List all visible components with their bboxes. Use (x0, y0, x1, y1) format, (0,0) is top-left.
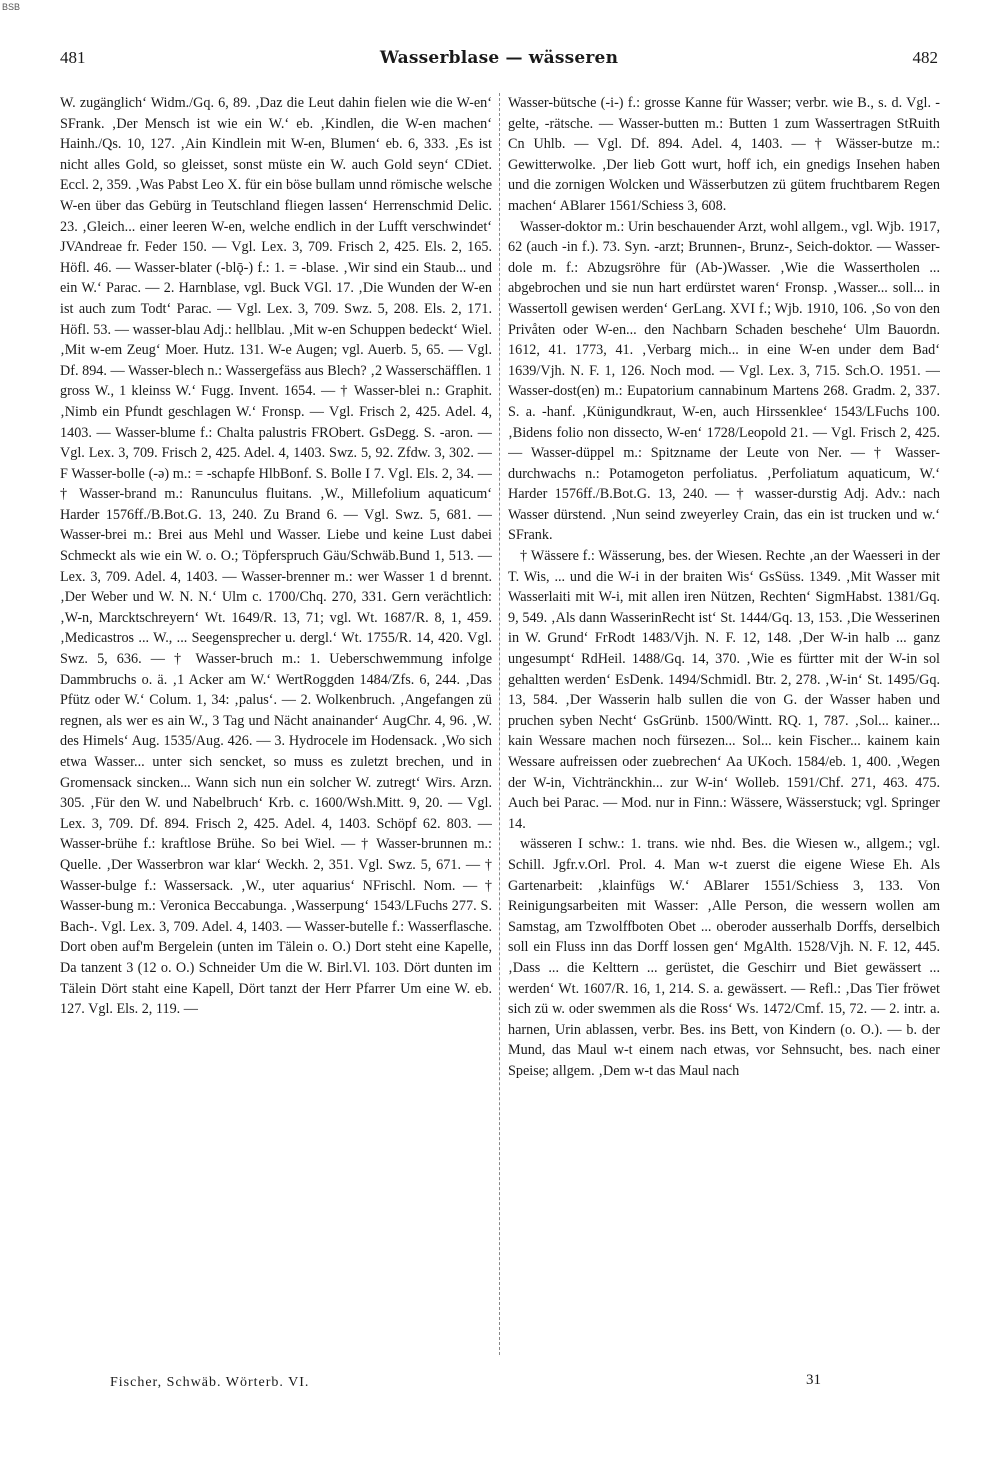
library-stamp: BSB (2, 2, 21, 12)
page-header (60, 48, 938, 72)
page-number-right: 482 (912, 48, 938, 67)
page-number-left: 481 (60, 48, 86, 67)
entry-paragraph: † Wässere f.: Wässerung, bes. der Wiesen. Rechte ‚an der Waesseri in der T. Wis, ... und die W-i in der braiten Wis‘ GsSüss. 1349. ‚Mit Wasser mit Wasserlaiti mit W-i, mit allen iren Nützen, Rechten‘ SigmHabst. 1381/Gq. 9, 549. ‚Als dann WasserinRecht ist‘ St. 1444/Gq. 13, 153. ‚Die Wesserinen in W. Grund‘ FrRodt 1483/Vjh. N. F. 12, 148. ‚Der W-in halb ... ganz ungesumpt‘ RdHeil. 1488/Gq. 14, 370. ‚Wie es fürtter mit der W-in sol gehaltten werden‘ EsDenk. 1494/Schmidl. Btr. 2, 278. ‚W-in‘ St. 1495/Gq. 13, 584. ‚Der Wasserin halb sullen die von G. der Wasser haben und pruchen syben Necht‘ GsGrünb. 1500/Wintt. RQ. 1, 787. ‚Sol... kainer... kain Wessare machen noch fürsezen... Sol... kein Fischer... kainem kain Wessare aufreissen oder zuebrechen‘ Aa UKoch. 1584/eb. 1, 400. ‚Wegen der W-in, Vichtränckhin... zur W-in‘ Wolleb. 1591/Chf. 271, 463. 475. Auch bei Parac. — Mod. nur in Finn.: Wässere, Wässerstuck; vgl. Springer 14. (508, 548, 940, 832)
signature-mark: 31 (806, 1372, 821, 1388)
left-column (60, 93, 492, 1355)
right-column (508, 93, 940, 1355)
running-title: Wasserblase — wässeren (379, 48, 619, 68)
column-divider (499, 93, 500, 1355)
entry-paragraph: Wasser-doktor m.: Urin beschauender Arzt, wohl allgem., vgl. Wjb. 1917, 62 (auch -in f.). 73. Syn. -arzt; Brunnen-, Brunz-, Seich-doktor. — Wasser-dole m. f.: Abzugsröhre für (Ab-)Wasser. ‚Wie die Wassertholen ... abgebrochen und sie nun hart erdürstet waren‘ Fronsp. ‚Wasser... soll... in Wassertoll gewisen werden‘ GerLang. XVI f.; Wjb. 1910, 106. ‚So von den Privåten oder W-en... den Nachbarn Schaden beschehe‘ Ulm Bauordn. 1612, 41. 1773, 41. ‚Verbarg mich... in eine W-en under dem Bad‘ 1639/Vjh. N. F. 1, 126. Noch mod. — Vgl. Lex. 3, 715. Sch.O. 1951. — Wasser-dost(en) m.: Eupatorium cannabinum Martens 268. Gradm. 2, 337. S. a. -hanf. ‚Künigundkraut, W-en, auch Hirssenklee‘ 1543/LFuchs 100. ‚Bidens folio non dissecto, W-en‘ 1728/Leopold 21. — Vgl. Frisch 2, 425. — Wasser-düppel m.: Spitzname der Leute von Ner. — † Wasser-durchwachs n.: Potamogeton perfoliatus. ‚Perfoliatum aquaticum, W.‘ Harder 1576ff./B.Bot.G. 13, 240. — † wasser-durstig Adj. Adv.: nach Wasser dürstend. ‚Nun seind zweyerley Crain, das ein ist trucken und w.‘ SFrank. (508, 218, 940, 544)
entry-paragraph: wässeren I schw.: 1. trans. wie nhd. Bes. die Wiesen w., allgem.; vgl. Schill. Jgfr.v.Orl. Prol. 4. Man w-t zuerst die eigene Wiese Eh. Als Gartenarbeit: ‚klainfügs W.‘ ABlarer 1551/Schiess 3, 133. Von Reinigungsarbeiten mit Wasser: ‚Alle Person, die wessern wollen am Samstag, am Tzwolffboten Obet ... oberoder ausserhalb Dorffs, derselbich soll ein Fluss inn das Dorff lossen gen‘ MgAlth. 1528/Vjh. N. F. 12, 445. ‚Dass ... die Kelttern ... gerüstet, die Geschirr und Biet gewässert ... werden‘ Wt. 1607/R. 16, 1, 214. S. a. gewässert. — Refl.: ‚Das Tier fröwet sich zü w. oder swemmen als die Ross‘ Ws. 1472/Cmf. 15, 72. — 2. intr. a. harnen, Urin ablassen, verbr. Bes. ins Bett, von Kindern (o. O.). — b. der Mund, das Maul w-t einem nach etwas, vor Sehnsucht, bes. nach einer Speise; allgem. ‚Dem w-t das Maul nach (508, 836, 940, 1079)
entry-paragraph: Wasser-bütsche (-i-) f.: grosse Kanne für Wasser; verbr. wie B., s. d. Vgl. -gelte, -rätsche. — Wasser-butten m.: Butten 1 zum Wassertragen StRuith Cn Uhlb. — Vgl. Df. 894. Adel. 4, 1403. — † Wässer-butze m.: Gewitterwolke. ‚Der lieb Gott wurt, hoff ich, ein gnedigs Insehen haben und die zornigen Wolcken und Wässerbutzen zü gütem fruchtbarem Regen machen‘ ABlarer 1561/Schiess 3, 608. (508, 95, 940, 214)
entry-paragraph: W. zugänglich‘ Widm./Gq. 6, 89. ‚Daz die Leut dahin fielen wie die W-en‘ SFrank. ‚Der Mensch ist wie ein W.‘ eb. ‚Kindlen, die W-en machen‘ Hainh./Qs. 10, 127. ‚Ain Kindlein mit W-en, Blumen‘ eb. 6, 333. ‚Es ist nicht alles Gold, so gleisset, sonst müste ein W. auch Gold seyn‘ CDiet. Eccl. 2, 359. ‚Was Pabst Leo X. für ein böse bullam unnd römische welsche W-en über das Gebürg in Teutschland fliegen lassen‘ Herrenschmid Delic. 23. ‚Gleich... einer leeren W-en, welche endlich in der Lufft verschwindet‘ JVAndreae fr. Feder 150. — Vgl. Lex. 3, 709. Frisch 2, 425. Els. 2, 165. Höfl. 46. — Wasser-blater (-blǭ-) f.: 1. = -blase. ‚Wir sind ein Staub... und ein W.‘ Parac. — 2. Harnblase, vgl. Buck VGl. 17. ‚Die Wunden der W-en ist auch zum Todt‘ Parac. — Vgl. Lex. 3, 709. Swz. 5, 208. Els. 2, 171. Höfl. 53. — wasser-blau Adj.: hellblau. ‚Mit w-en Schuppen bedeckt‘ Wiel. ‚Mit w-em Zeug‘ Moer. Hutz. 131. W-e Augen; vgl. Auerb. 5, 65. — Vgl. Df. 894. — Wasser-blech n.: Wassergefäss aus Blech? ‚2 Wasserschäfflen. 1 gross W., 1 kleinss W.‘ Fugg. Invent. 1654. — † Wasser-blei n.: Graphit. ‚Nimb ein Pfundt geschlagen W.‘ Fronsp. — Vgl. Frisch 2, 425. Adel. 4, 1403. — Wasser-blume f.: Chalta palustris FRObert. GsDegg. S. -aron. — Vgl. Lex. 3, 709. Frisch 2, 425. Adel. 4, 1403. Swz. 5, 92. Zfdw. 3, 302. — F Wasser-bolle (-ə) m.: = -schapfe HlbBonf. S. Bolle I 7. Vgl. Els. 2, 34. — † Wasser-brand m.: Ranunculus fluitans. ‚W., Millefolium aquaticum‘ Harder 1576ff./B.Bot.G. 13, 240. Zu Brand 6. — Vgl. Swz. 5, 681. — Wasser-brei m.: Brei aus Mehl und Wasser. Liebe und keine Lust dabei Schmeckt als wie ein W. o. O.; Töpferspruch Gäu/Schwäb.Bund 1, 513. — Lex. 3, 709. Adel. 4, 1403. — Wasser-brenner m.: wer Wasser 1 d brennt. ‚Der Weber und W. N. N.‘ Ulm c. 1700/Chq. 270, 331. Gern verächtlich: ‚W-n, Marcktschreyern‘ Wt. 1649/R. 13, 71; vgl. Wt. 1687/R. 8, 1, 459. ‚Medicastros ... W., ... Seegensprecher u. dergl.‘ Wt. 1755/R. 14, 420. Vgl. Swz. 5, 636. — † Wasser-bruch m.: 1. Ueberschwemmung infolge Dammbruchs o. ä. ‚1 Acker am W.‘ WertRoggden 1484/Zfs. 6, 244. ‚Das Pfütz oder W.‘ Colum. 1, 34: ‚palus‘. — 2. Wolkenbruch. ‚Angefangen zü regnen, als wer es ain W., 3 Tag und Nächt anainander‘ AugChr. 4, 96. ‚W. des Himels‘ Aug. 1535/Aug. 426. — 3. Hydrocele im Hodensack. ‚Wo sich etwa Wasser... unter sich sencket, so muss es zuletzt brechen, und in Gromensack sincken... Wann sich nun ein solcher W. zutregt‘ Wirs. Arzn. 305. ‚Für den W. und Nabelbruch‘ Krb. c. 1600/Wsh.Mitt. 9, 20. — Vgl. Lex. 3, 709. Df. 894. Frisch 2, 425. Adel. 4, 1403. Schöpf 62. 803. — Wasser-brühe f.: kraftlose Brühe. So bei Wiel. — † Wasser-brunnen m.: Quelle. ‚Der Wasserbron war klar‘ Weckh. 2, 351. Vgl. Swz. 5, 671. — † Wasser-bulge f.: Wassersack. ‚W., uter aquarius‘ NFrischl. Nom. — † Wasser-bung m.: Veronica Beccabunga. ‚Wasserpung‘ 1543/LFuchs 277. S. Bach-. Vgl. Lex. 3, 709. Adel. 4, 1403. — Wasser-butelle f.: Wasserflasche. Dort oben auf'm Bergelein (unten im Tälein o. O.) Dort steht eine Kapelle, Da tanzent 3 (12 o. O.) Schneider Um die W. Birl.Vl. 103. Dört dunten im Tälein Dört staht eine Kapell, Dört tanzt der Herr Pfarrer Um eine W. eb. 127. Vgl. Els. 2, 119. — (60, 95, 492, 1018)
footer-author: Fischer, Schwäb. Wörterb. VI. (110, 1375, 310, 1390)
